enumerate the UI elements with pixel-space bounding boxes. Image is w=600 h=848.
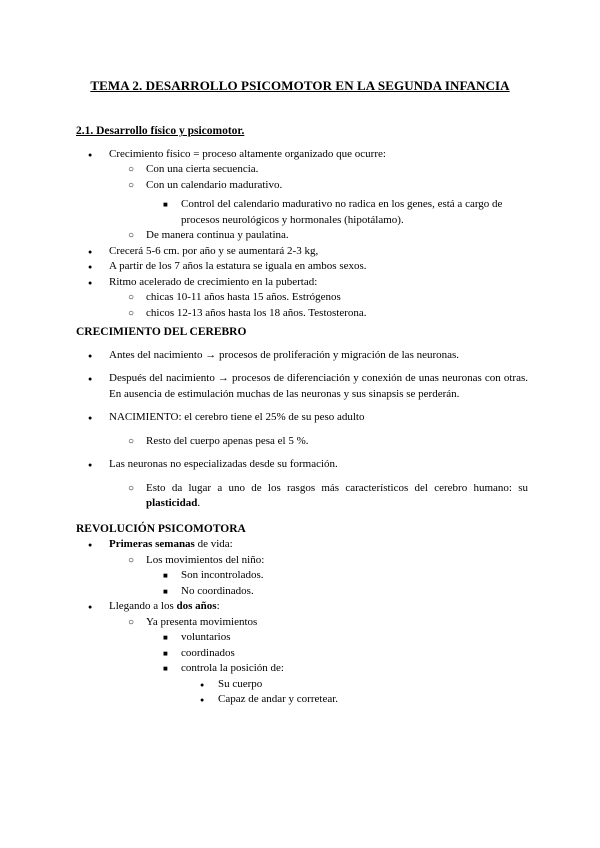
bullet-icon	[88, 537, 92, 554]
list-item: ● A partir de los 7 años la estatura se iguala en ambos sexos.	[76, 259, 528, 275]
bullet-icon	[200, 677, 204, 694]
list-item: ● Primeras semanas de vida:	[76, 537, 528, 553]
revolucion-list	[76, 537, 528, 708]
section-heading-revolucion: REVOLUCIÓN PSICOMOTORA	[76, 522, 246, 535]
list-item: ● Las neuronas no especializadas desde su formación.	[76, 457, 528, 473]
bullet-icon	[163, 630, 168, 646]
section-heading-cerebro: CRECIMIENTO DEL CEREBRO	[76, 326, 247, 338]
bullet-icon	[128, 228, 134, 244]
list-item: ● Después del nacimiento → procesos de diferenciación y conexión de unas neuronas con otras. En ausencia de estimulación muchas de las neuronas y sus sinapsis se perderán.	[76, 371, 528, 402]
list-item: ● Crecimiento físico = proceso altamente organizado que ocurre:	[76, 147, 528, 163]
list-item: ■ Control del calendario madurativo no radica en los genes, está a cargo de procesos neurológicos y hormonales (hipotálamo).	[76, 197, 528, 228]
subsection-heading: 2.1. Desarrollo físico y psicomotor.	[76, 125, 245, 137]
bullet-icon	[128, 553, 134, 569]
fisico-list	[76, 147, 528, 322]
bullet-icon	[88, 275, 92, 292]
bullet-icon	[128, 162, 134, 178]
bullet-icon	[128, 306, 134, 322]
list-item: ● Ritmo acelerado de crecimiento en la pubertad:	[76, 275, 528, 291]
bullet-icon	[88, 259, 92, 276]
list-item: ● Su cuerpo	[76, 677, 528, 693]
list-item: ■ voluntarios	[76, 630, 528, 646]
list-item: ● Crecerá 5-6 cm. por año y se aumentará 2-3 kg,	[76, 244, 528, 260]
emphasis-plasticidad: plasticidad	[146, 497, 198, 509]
bullet-icon	[200, 692, 204, 709]
cerebro-list	[76, 348, 528, 512]
bullet-icon	[88, 599, 92, 616]
bullet-icon	[128, 290, 134, 306]
list-item: ○ Resto del cuerpo apenas pesa el 5 %.	[76, 434, 528, 450]
bullet-icon	[128, 434, 134, 450]
bullet-icon	[128, 178, 134, 194]
list-item: ● Capaz de andar y corretear.	[76, 692, 528, 708]
list-item: ○ Ya presenta movimientos	[76, 615, 528, 631]
bullet-icon	[128, 615, 134, 631]
bullet-icon	[128, 481, 134, 497]
list-item: ○ Con un calendario madurativo.	[76, 178, 528, 194]
bullet-icon	[88, 371, 92, 388]
list-item: ○ chicos 12-13 años hasta los 18 años. Testosterona.	[76, 306, 528, 322]
bullet-icon	[163, 584, 168, 600]
list-item: ■ No coordinados.	[76, 584, 528, 600]
bullet-icon	[163, 568, 168, 584]
list-item: ● NACIMIENTO: el cerebro tiene el 25% de su peso adulto	[76, 410, 528, 426]
list-item: ● Antes del nacimiento → procesos de proliferación y migración de las neuronas.	[76, 348, 528, 364]
bullet-icon	[163, 197, 168, 213]
bullet-icon	[88, 348, 92, 365]
bullet-icon	[88, 410, 92, 427]
list-item: ○ De manera continua y paulatina.	[76, 228, 528, 244]
bullet-icon	[163, 661, 168, 677]
list-item: ○ Esto da lugar a uno de los rasgos más característicos del cerebro humano: su plasticidad.	[76, 481, 528, 512]
list-item: ● Llegando a los dos años:	[76, 599, 528, 615]
bullet-icon	[88, 244, 92, 261]
bullet-icon	[163, 646, 168, 662]
list-item: ■ Son incontrolados.	[76, 568, 528, 584]
bullet-icon	[88, 457, 92, 474]
document-body	[76, 124, 528, 708]
page-title: TEMA 2. DESARROLLO PSICOMOTOR EN LA SEGUNDA INFANCIA	[90, 78, 510, 93]
list-item: ○ Con una cierta secuencia.	[76, 162, 528, 178]
list-item: ○ Los movimientos del niño:	[76, 553, 528, 569]
list-item: ■ controla la posición de:	[76, 661, 528, 677]
list-item: ■ coordinados	[76, 646, 528, 662]
list-item: ○ chicas 10-11 años hasta 15 años. Estrógenos	[76, 290, 528, 306]
bullet-icon	[88, 147, 92, 164]
